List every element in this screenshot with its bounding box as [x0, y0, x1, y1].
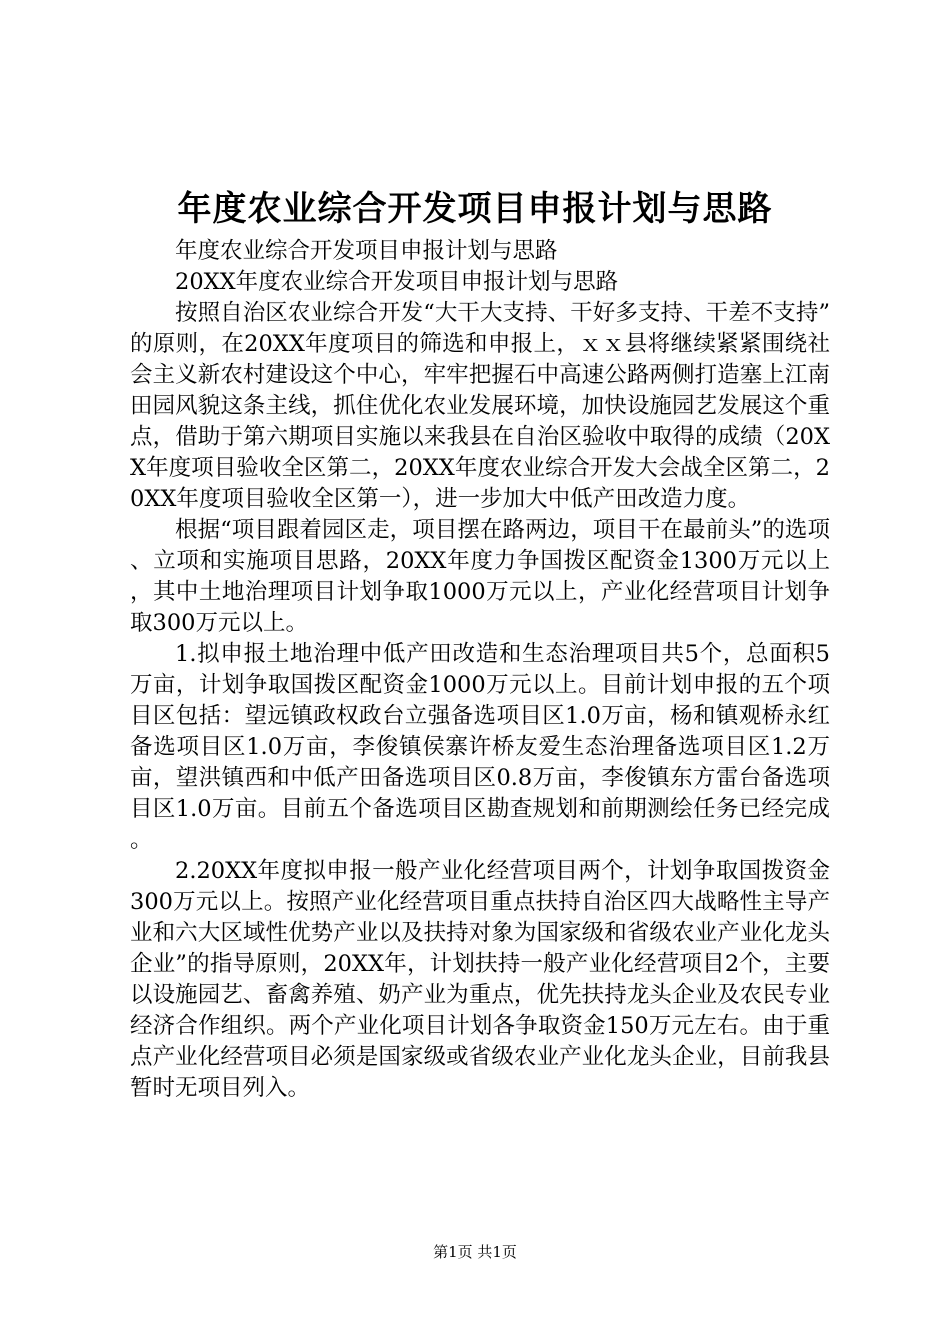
- paragraph-land-projects: 1.拟申报土地治理中低产田改造和生态治理项目共5个，总面积5万亩，计划争取国拨区配资金1000万元以上。目前计划申报的五个项目区包括：望远镇政权政台立强备选项目区1.0万亩，杨和镇观桥永红备选项目区1.0万亩，李俊镇侯寨许桥友爱生态治理备选项目区1.2万亩，望洪镇西和中低产田备选项目区0.8万亩，李俊镇东方雷台备选项目区1.0万亩。目前五个备选项目区勘查规划和前期测绘任务已经完成。: [130, 641, 830, 853]
- paragraph-heading: 20XX年度农业综合开发项目申报计划与思路: [175, 269, 619, 295]
- paragraph-subtitle: 年度农业综合开发项目申报计划与思路: [175, 238, 558, 264]
- document-title: 年度农业综合开发项目申报计划与思路: [177, 189, 773, 229]
- document-body: [130, 236, 830, 1104]
- page-footer: 第1页 共1页: [433, 1243, 517, 1261]
- paragraph-principle: 按照自治区农业综合开发“大干大支持、干好多支持、干差不支持”的原则，在20XX年度项目的筛选和申报上，ｘｘ县将继续紧紧围绕社会主义新农村建设这个中心，牢牢把握石中高速公路两侧打造塞上江南田园风貌这条主线，抓住优化农业发展环境，加快设施园艺发展这个重点，借助于第六期项目实施以来我县在自治区验收中取得的成绩（20XX年度项目验收全区第二，20XX年度农业综合开发大会战全区第二，20XX年度项目验收全区第一），进一步加大中低产田改造力度。: [130, 300, 830, 512]
- paragraph-funding-goal: 根据“项目跟着园区走，项目摆在路两边，项目干在最前头”的选项、立项和实施项目思路，20XX年度力争国拨区配资金1300万元以上，其中土地治理项目计划争取1000万元以上，产业化经营项目计划争取300万元以上。: [130, 517, 830, 636]
- paragraph-industry-projects: 2.20XX年度拟申报一般产业化经营项目两个，计划争取国拨资金300万元以上。按照产业化经营项目重点扶持自治区四大战略性主导产业和六大区域性优势产业以及扶持对象为国家级和省级农业产业化龙头企业”的指导原则，20XX年，计划扶持一般产业化经营项目2个，主要以设施园艺、畜禽养殖、奶产业为重点，优先扶持龙头企业及农民专业经济合作组织。两个产业化项目计划各争取资金150万元左右。由于重点产业化经营项目必须是国家级或省级农业产业化龙头企业，目前我县暂时无项目列入。: [130, 858, 830, 1101]
